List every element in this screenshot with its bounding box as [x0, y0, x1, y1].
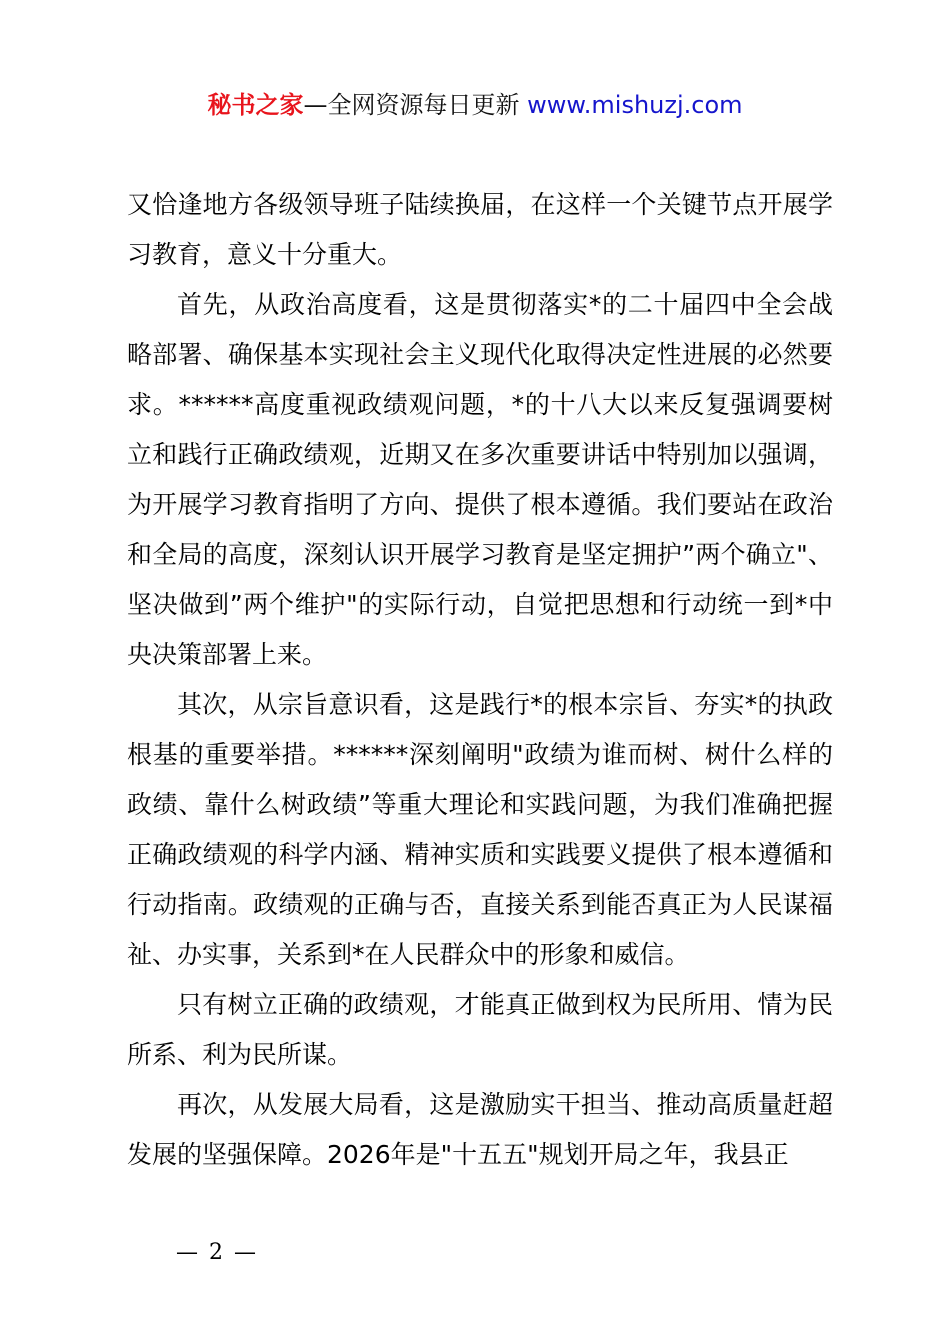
- document-body: [127, 180, 833, 1180]
- header-tagline: —全网资源每日更新: [303, 91, 528, 119]
- site-header: [0, 88, 950, 122]
- paragraph-third-point: 再次，从发展大局看，这是激励实干担当、推动高质量赶超发展的坚强保障。2026年是"十五五"规划开局之年，我县正: [127, 1090, 833, 1169]
- page-number: — 2 —: [176, 1240, 258, 1265]
- site-url-link[interactable]: www.mishuzj.com: [527, 91, 743, 119]
- brand-name: 秘书之家: [207, 91, 304, 119]
- paragraph-conclusion: 只有树立正确的政绩观，才能真正做到权为民所用、情为民所系、利为民所谋。: [127, 990, 833, 1069]
- paragraph-second-point: 其次，从宗旨意识看，这是践行*的根本宗旨、夯实*的执政根基的重要举措。******深刻阐明"政绩为谁而树、树什么样的政绩、靠什么树政绩”等重大理论和实践问题，为我们准确把握正确政绩观的科学内涵、精神实质和实践要义提供了根本遵循和行动指南。政绩观的正确与否，直接关系到能否真正为人民谋福祉、办实事，关系到*在人民群众中的形象和威信。: [127, 690, 833, 969]
- paragraph-continuation: 又恰逢地方各级领导班子陆续换届，在这样一个关键节点开展学习教育，意义十分重大。: [127, 190, 833, 269]
- paragraph-first-point: 首先，从政治高度看，这是贯彻落实*的二十届四中全会战略部署、确保基本实现社会主义现代化取得决定性进展的必然要求。******高度重视政绩观问题，*的十八大以来反复强调要树立和践行正确政绩观，近期又在多次重要讲话中特别加以强调，为开展学习教育指明了方向、提供了根本遵循。我们要站在政治和全局的高度，深刻认识开展学习教育是坚定拥护”两个确立"、坚决做到”两个维护"的实际行动，自觉把思想和行动统一到*中央决策部署上来。: [127, 290, 834, 669]
